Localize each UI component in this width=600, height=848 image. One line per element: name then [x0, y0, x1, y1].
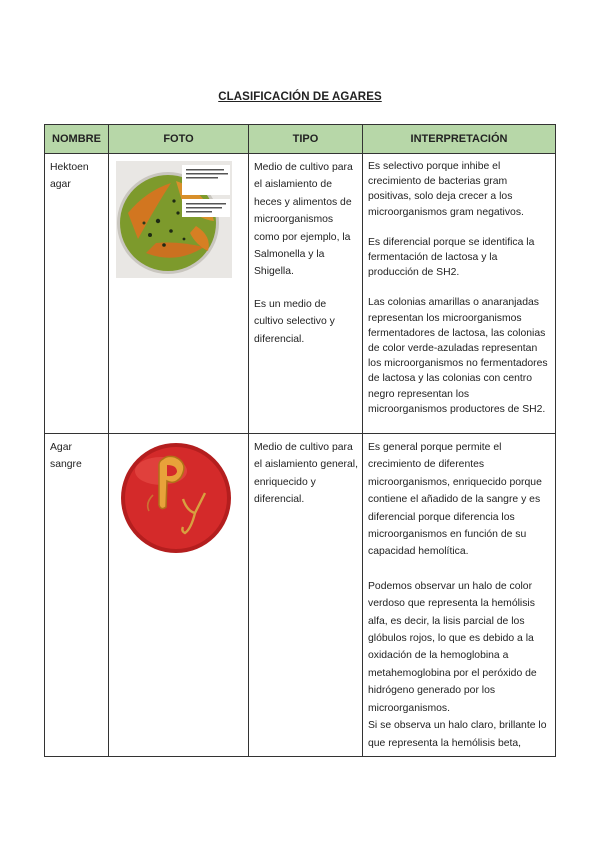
interpretacion-paragraph: Podemos observar un halo de color verdoso que representa la hemólisis alfa, es decir, la lisis parcial de los glóbulos rojos, lo que es debido a la oxidación de la hemoglobina a metahemoglobina por el peróxido de hidrógeno generado por los microorganismos.	[368, 580, 537, 714]
interpretacion-paragraph: Es selectivo porque inhibe el crecimiento de bacterias gram positivas, solo deja crecer a los microorganismos gram negativos.	[368, 161, 524, 218]
table-row	[45, 154, 556, 434]
cell-foto	[109, 154, 249, 434]
header-nombre: NOMBRE	[45, 125, 109, 154]
cell-foto	[109, 434, 249, 757]
header-tipo: TIPO	[249, 125, 363, 154]
table-row	[45, 434, 556, 757]
agar-table	[44, 124, 556, 757]
cell-nombre	[45, 434, 109, 757]
interpretacion-paragraph: Si se observa un halo claro, brillante lo que representa la hemólisis beta,	[368, 720, 547, 749]
tipo-paragraph: Medio de cultivo para el aislamiento general, enriquecido y diferencial.	[254, 442, 358, 506]
header-foto: FOTO	[109, 125, 249, 154]
blood-agar-photo	[119, 441, 233, 555]
hektoen-agar-photo	[116, 161, 232, 278]
header-interpretacion: INTERPRETACIÓN	[363, 125, 556, 154]
interpretacion-paragraph: Es general porque permite el crecimiento de diferentes microorganismos, enriquecido porque contiene el añadido de la sangre y es diferencial porque diferencia los microorganismos en función de su capacidad hemolítica.	[368, 442, 542, 558]
tipo-paragraph: Medio de cultivo para el aislamiento de heces y alimentos de microorganismos como por ejemplo, la Salmonella y la Shigella.	[254, 162, 353, 278]
interpretacion-paragraph: Las colonias amarillas o anaranjadas representan los microorganismos fermentadores de lactosa, las colonias de color verde-azuladas representan los microorganismos no fermentadores de lactosa y las colonias con centro negro representan los microorganismos productores de SH2.	[368, 297, 548, 415]
page-title: CLASIFICACIÓN DE AGARES	[218, 91, 382, 103]
agar-name: Hektoen agar	[50, 162, 89, 191]
interpretacion-paragraph: Es diferencial porque se identifica la fermentación de lactosa y la producción de SH2.	[368, 236, 535, 279]
agar-name: Agar sangre	[50, 442, 82, 471]
cell-tipo	[249, 154, 363, 434]
header-row	[45, 125, 556, 154]
cell-interpretacion	[363, 154, 556, 434]
tipo-paragraph: Es un medio de cultivo selectivo y diferencial.	[254, 298, 335, 345]
cell-tipo	[249, 434, 363, 757]
cell-nombre	[45, 154, 109, 434]
cell-interpretacion	[363, 434, 556, 757]
